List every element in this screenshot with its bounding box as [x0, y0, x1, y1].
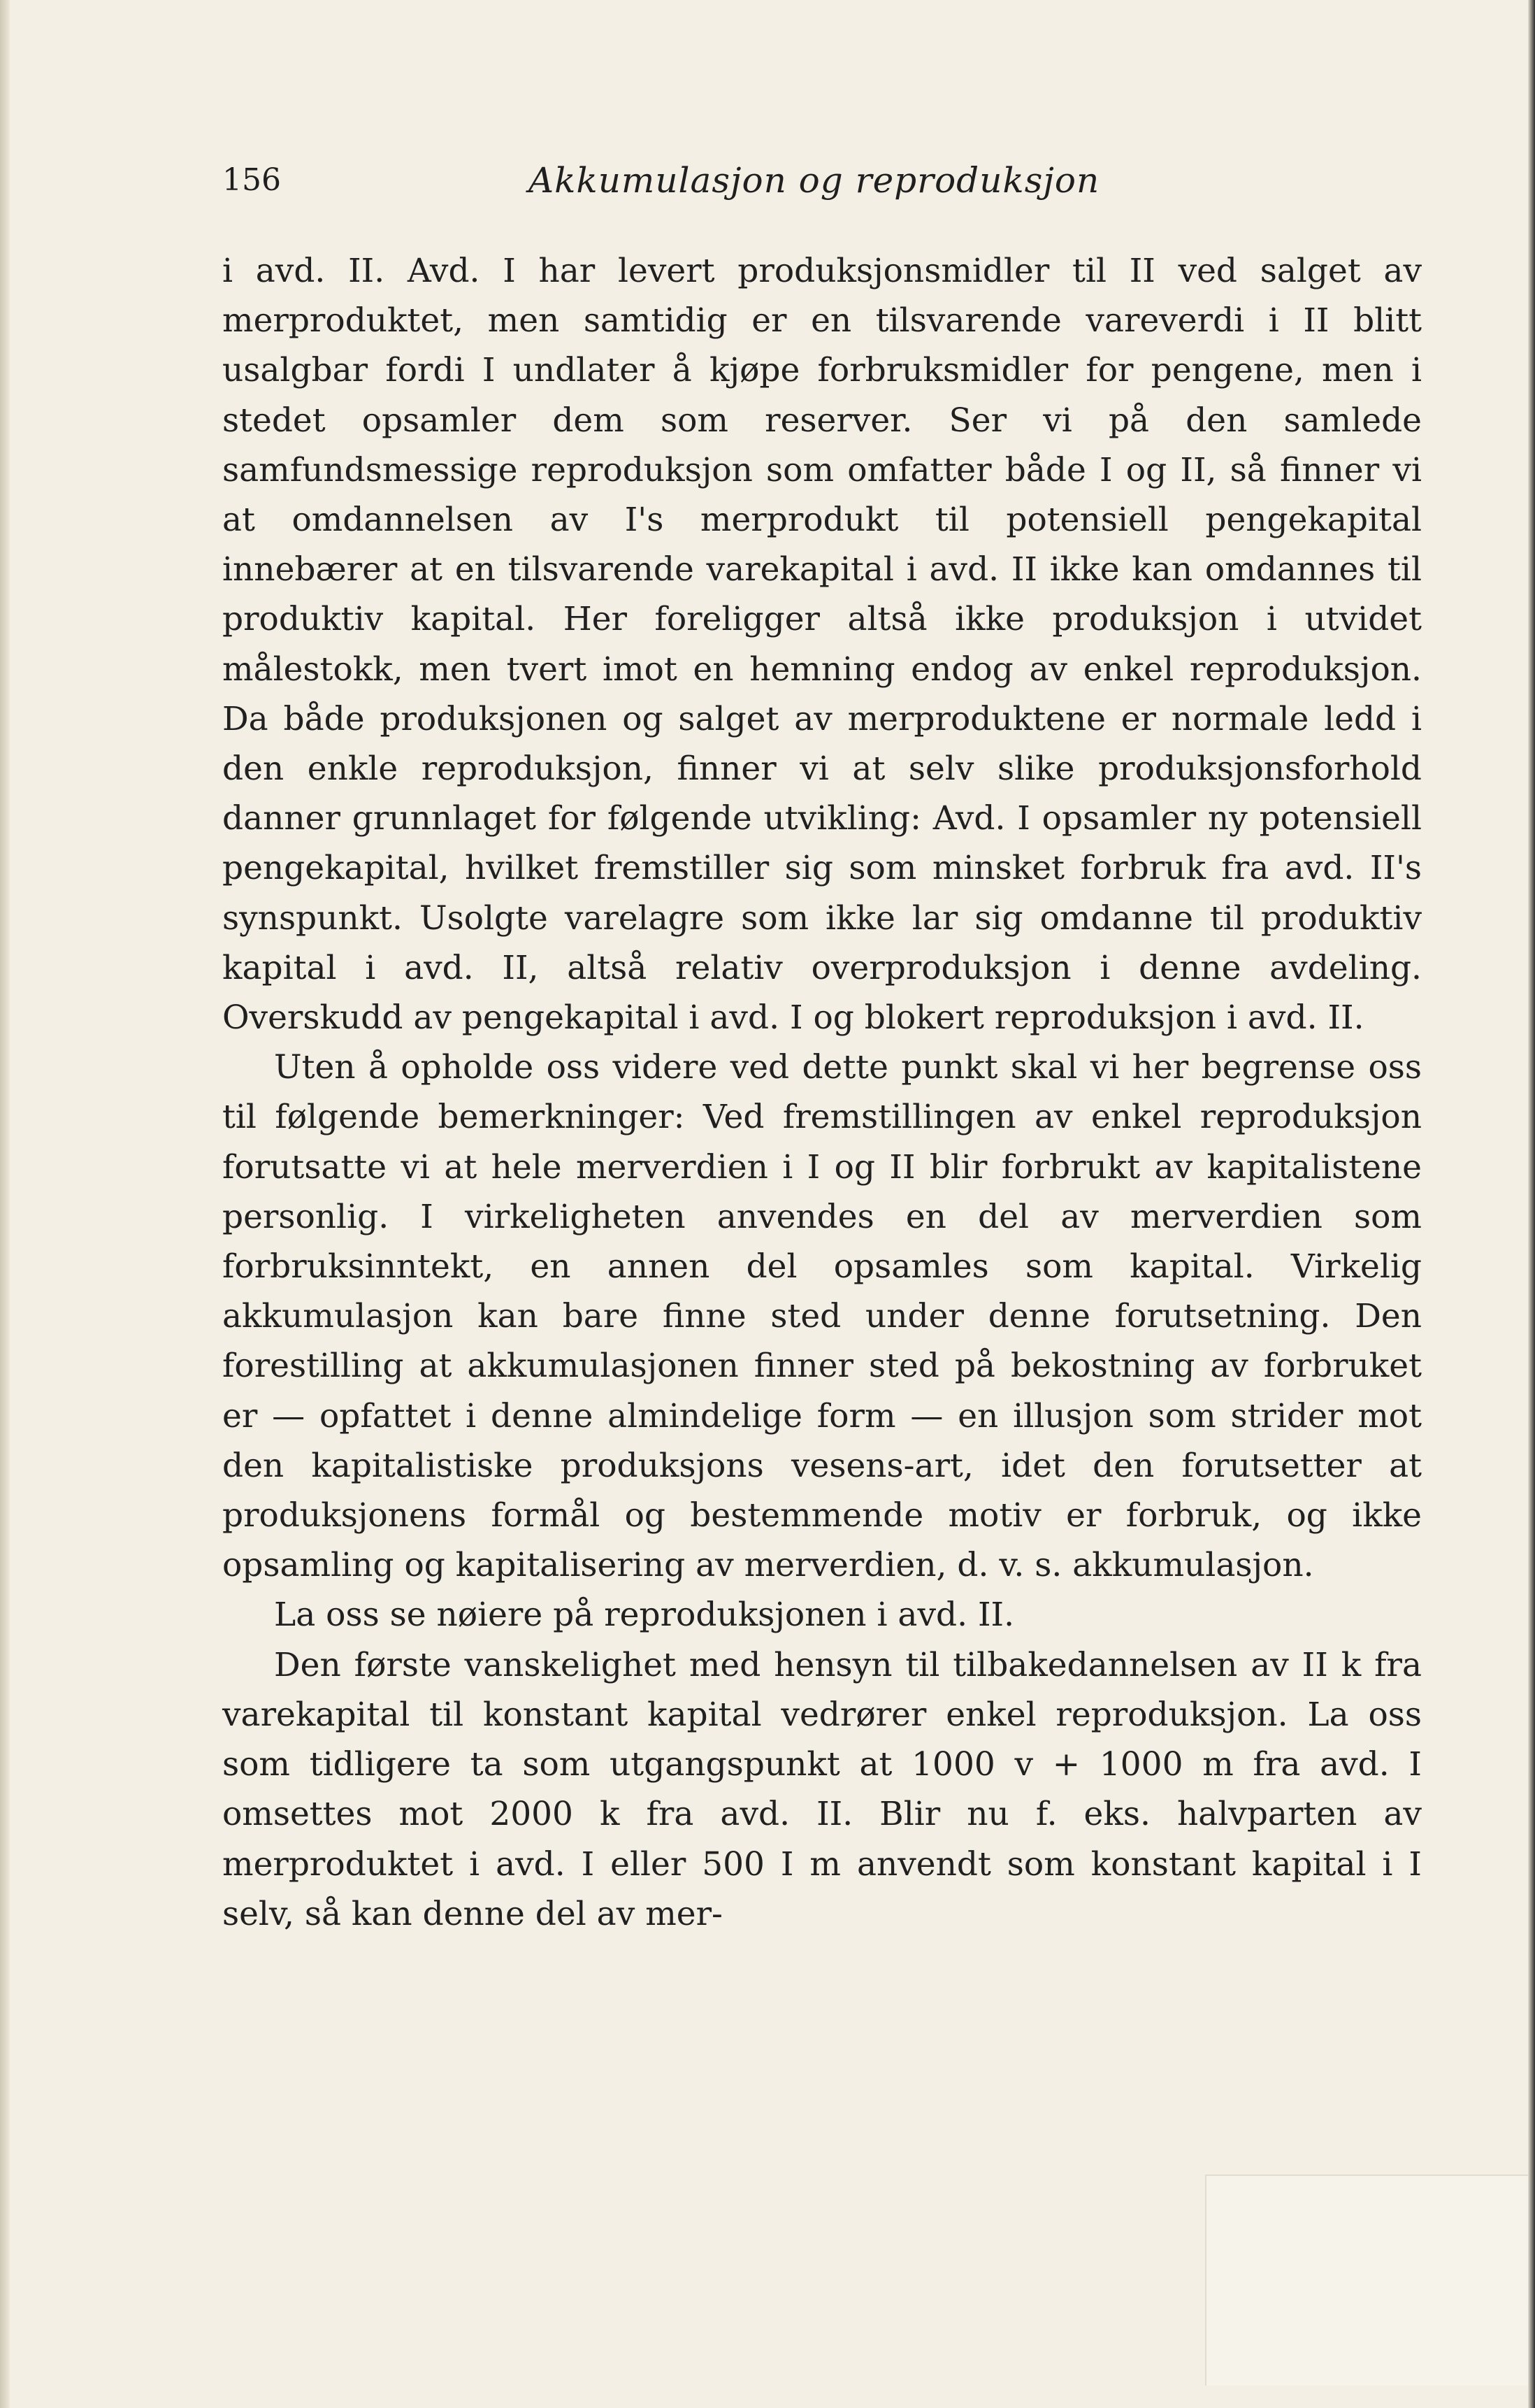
paper-tab-mark [1205, 2174, 1528, 2386]
body-text [222, 246, 1422, 1939]
page-edge-left [0, 0, 10, 2408]
paragraph-1: i avd. II. Avd. I har levert produksjonsmidler til II ved salget av merproduktet, men samtidig er en tilsvarende vareverdi i II blitt usalgbar fordi I undlater å kjøpe forbruksmidler for pengene, men i stedet opsamler dem som reserver. Ser vi på den samlede samfundsmessige reproduksjon som omfatter både I og II, så finner vi at omdannelsen av I's merprodukt til potensiell pengekapital innebærer at en tilsvarende varekapital i avd. II ikke kan omdannes til produktiv kapital. Her foreligger altså ikke produksjon i utvidet målestokk, men tvert imot en hemning endog av enkel reproduksjon. Da både produksjonen og salget av merproduktene er normale ledd i den enkle reproduksjon, finner vi at selv slike produksjonsforhold danner grunnlaget for følgende utvikling: Avd. I opsamler ny potensiell pengekapital, hvilket fremstiller sig som minsket forbruk fra avd. II's synspunkt. Usolgte varelagre som ikke lar sig omdanne til produktiv kapital i avd. II, altså relativ overproduksjon i denne avdeling. Overskudd av pengekapital i avd. I og blokert reproduksjon i avd. II. [222, 252, 1422, 1038]
running-title: Akkumulasjon og reproduksjon [528, 160, 1100, 201]
page-header [222, 152, 1355, 208]
page-number: 156 [222, 162, 281, 198]
page-edge-right [1528, 0, 1535, 2408]
paragraph-3: La oss se nøiere på reproduksjonen i avd. II. [274, 1596, 1015, 1635]
paragraph-4: Den første vanskelighet med hensyn til tilbakedannelsen av II k fra varekapital til konstant kapital vedrører enkel reproduksjon. La oss som tidligere ta som utgangspunkt at 1000 v + 1000 m fra avd. I omsettes mot 2000 k fra avd. II. Blir nu f. eks. halvparten av merproduktet i avd. I eller 500 I m anvendt som konstant kapital i I selv, så kan denne del av mer- [222, 1645, 1422, 1933]
paragraph-2: Uten å opholde oss videre ved dette punkt skal vi her begrense oss til følgende bemerkninger: Ved fremstillingen av enkel reproduksjon forutsatte vi at hele merverdien i I og II blir forbrukt av kapitalistene personlig. I virkeligheten anvendes en del av merverdien som forbruksinntekt, en annen del opsamles som kapital. Virkelig akkumulasjon kan bare finne sted under denne forutsetning. Den forestilling at akkumulasjonen finner sted på bekostning av forbruket er — opfattet i denne almindelige form — en illusjon som strider mot den kapitalistiske produksjons vesens-art, idet den forutsetter at produksjonens formål og bestemmende motiv er forbruk, og ikke opsamling og kapitalisering av merverdien, d. v. s. akkumulasjon. [222, 1048, 1422, 1585]
